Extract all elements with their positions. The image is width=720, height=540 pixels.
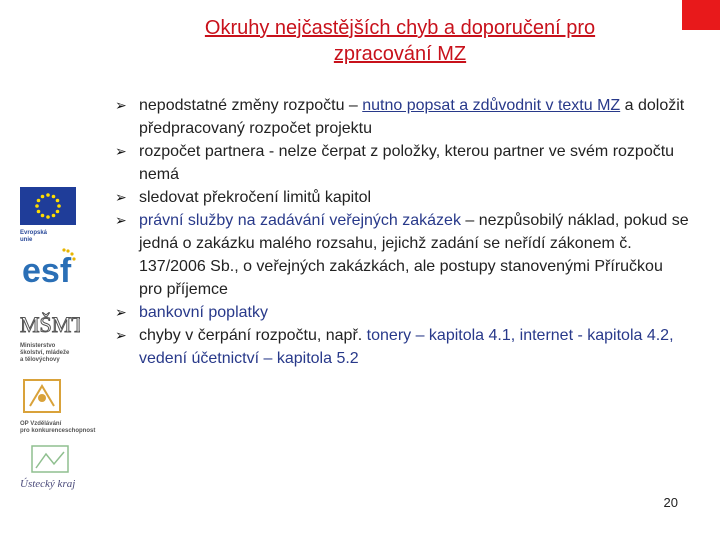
slide-title-line-2: zpracování MZ (333, 43, 467, 65)
arrow-bullet-icon: ➢ (115, 143, 127, 159)
bullet-text-segment: chyby v čerpání rozpočtu, např. (139, 327, 367, 344)
bullet-item (115, 140, 690, 186)
bullet-list (115, 94, 690, 370)
eu-label-line-1: Evropská (20, 230, 48, 236)
region-logo-icon (20, 444, 82, 492)
msmt-label-line-1: Ministerstvo (20, 343, 56, 349)
page-number: 20 (663, 495, 678, 510)
bullet-item (115, 186, 690, 209)
esf-logo (20, 246, 114, 295)
bullet-text-segment: nutno popsat a zdůvodnit v textu MZ (362, 97, 621, 114)
slide-title (110, 15, 690, 67)
bullet-item (115, 301, 690, 324)
bullet-text-segment: právní služby na zadávání veřejných zakázek (139, 212, 461, 229)
slide-title-line-1: Okruhy nejčastějších chyb a doporučení pro (204, 17, 596, 39)
arrow-bullet-icon: ➢ (115, 97, 127, 113)
bullet-text-segment: sledovat překročení limitů kapitol (139, 189, 372, 206)
arrow-bullet-icon: ➢ (115, 189, 127, 205)
msmt-logo (20, 306, 114, 364)
esf-logo-icon (20, 246, 80, 290)
bullet-item (115, 209, 690, 301)
region-logo (20, 444, 114, 497)
partner-logo-strip (20, 180, 114, 510)
msmt-label-line-2: školství, mládeže (20, 350, 70, 356)
msmt-label-line-3: a tělovýchovy (20, 357, 60, 363)
op-vk-label-line-2: pro konkurenceschopnost (20, 428, 96, 434)
bullet-text-segment: nepodstatné změny rozpočtu – (139, 97, 363, 114)
op-vk-label-line-1: OP Vzdělávání (20, 421, 62, 427)
eu-label-line-2: unie (20, 237, 33, 243)
msmt-logo-icon (20, 306, 80, 338)
op-vk-logo (20, 376, 114, 435)
bullet-text-segment: tonery – kapitola 4.1, internet - kapitola 4.2, vedení účetnictví – kapitola 5.2 (139, 327, 674, 367)
bullet-text-segment: rozpočet partnera - nelze čerpat z položky, kterou partner ve svém rozpočtu nemá (139, 143, 675, 183)
eu-flag-icon (20, 187, 76, 225)
eu-logo (20, 187, 114, 244)
arrow-bullet-icon: ➢ (115, 327, 127, 343)
arrow-bullet-icon: ➢ (115, 304, 127, 320)
arrow-bullet-icon: ➢ (115, 212, 127, 228)
op-vk-logo-icon (20, 376, 64, 416)
region-label: Ústecký kraj (20, 478, 76, 490)
bullet-item (115, 94, 690, 140)
esf-text: esf (22, 252, 72, 290)
msmt-text: MŠMT (20, 312, 80, 337)
bullet-item (115, 324, 690, 370)
bullet-text-segment: a doložit předpracovaný rozpočet projektu (139, 97, 685, 137)
bullet-text-segment: bankovní poplatky (139, 304, 268, 321)
bullet-text-segment: – nezpůsobilý náklad, pokud se jedná o zakázku malého rozsahu, jejichž zadání se neřídí zákonem č. 137/2006 Sb., o veřejných zakázkách, ale postupy stanovenými Příručkou pro příjemce (139, 212, 689, 298)
